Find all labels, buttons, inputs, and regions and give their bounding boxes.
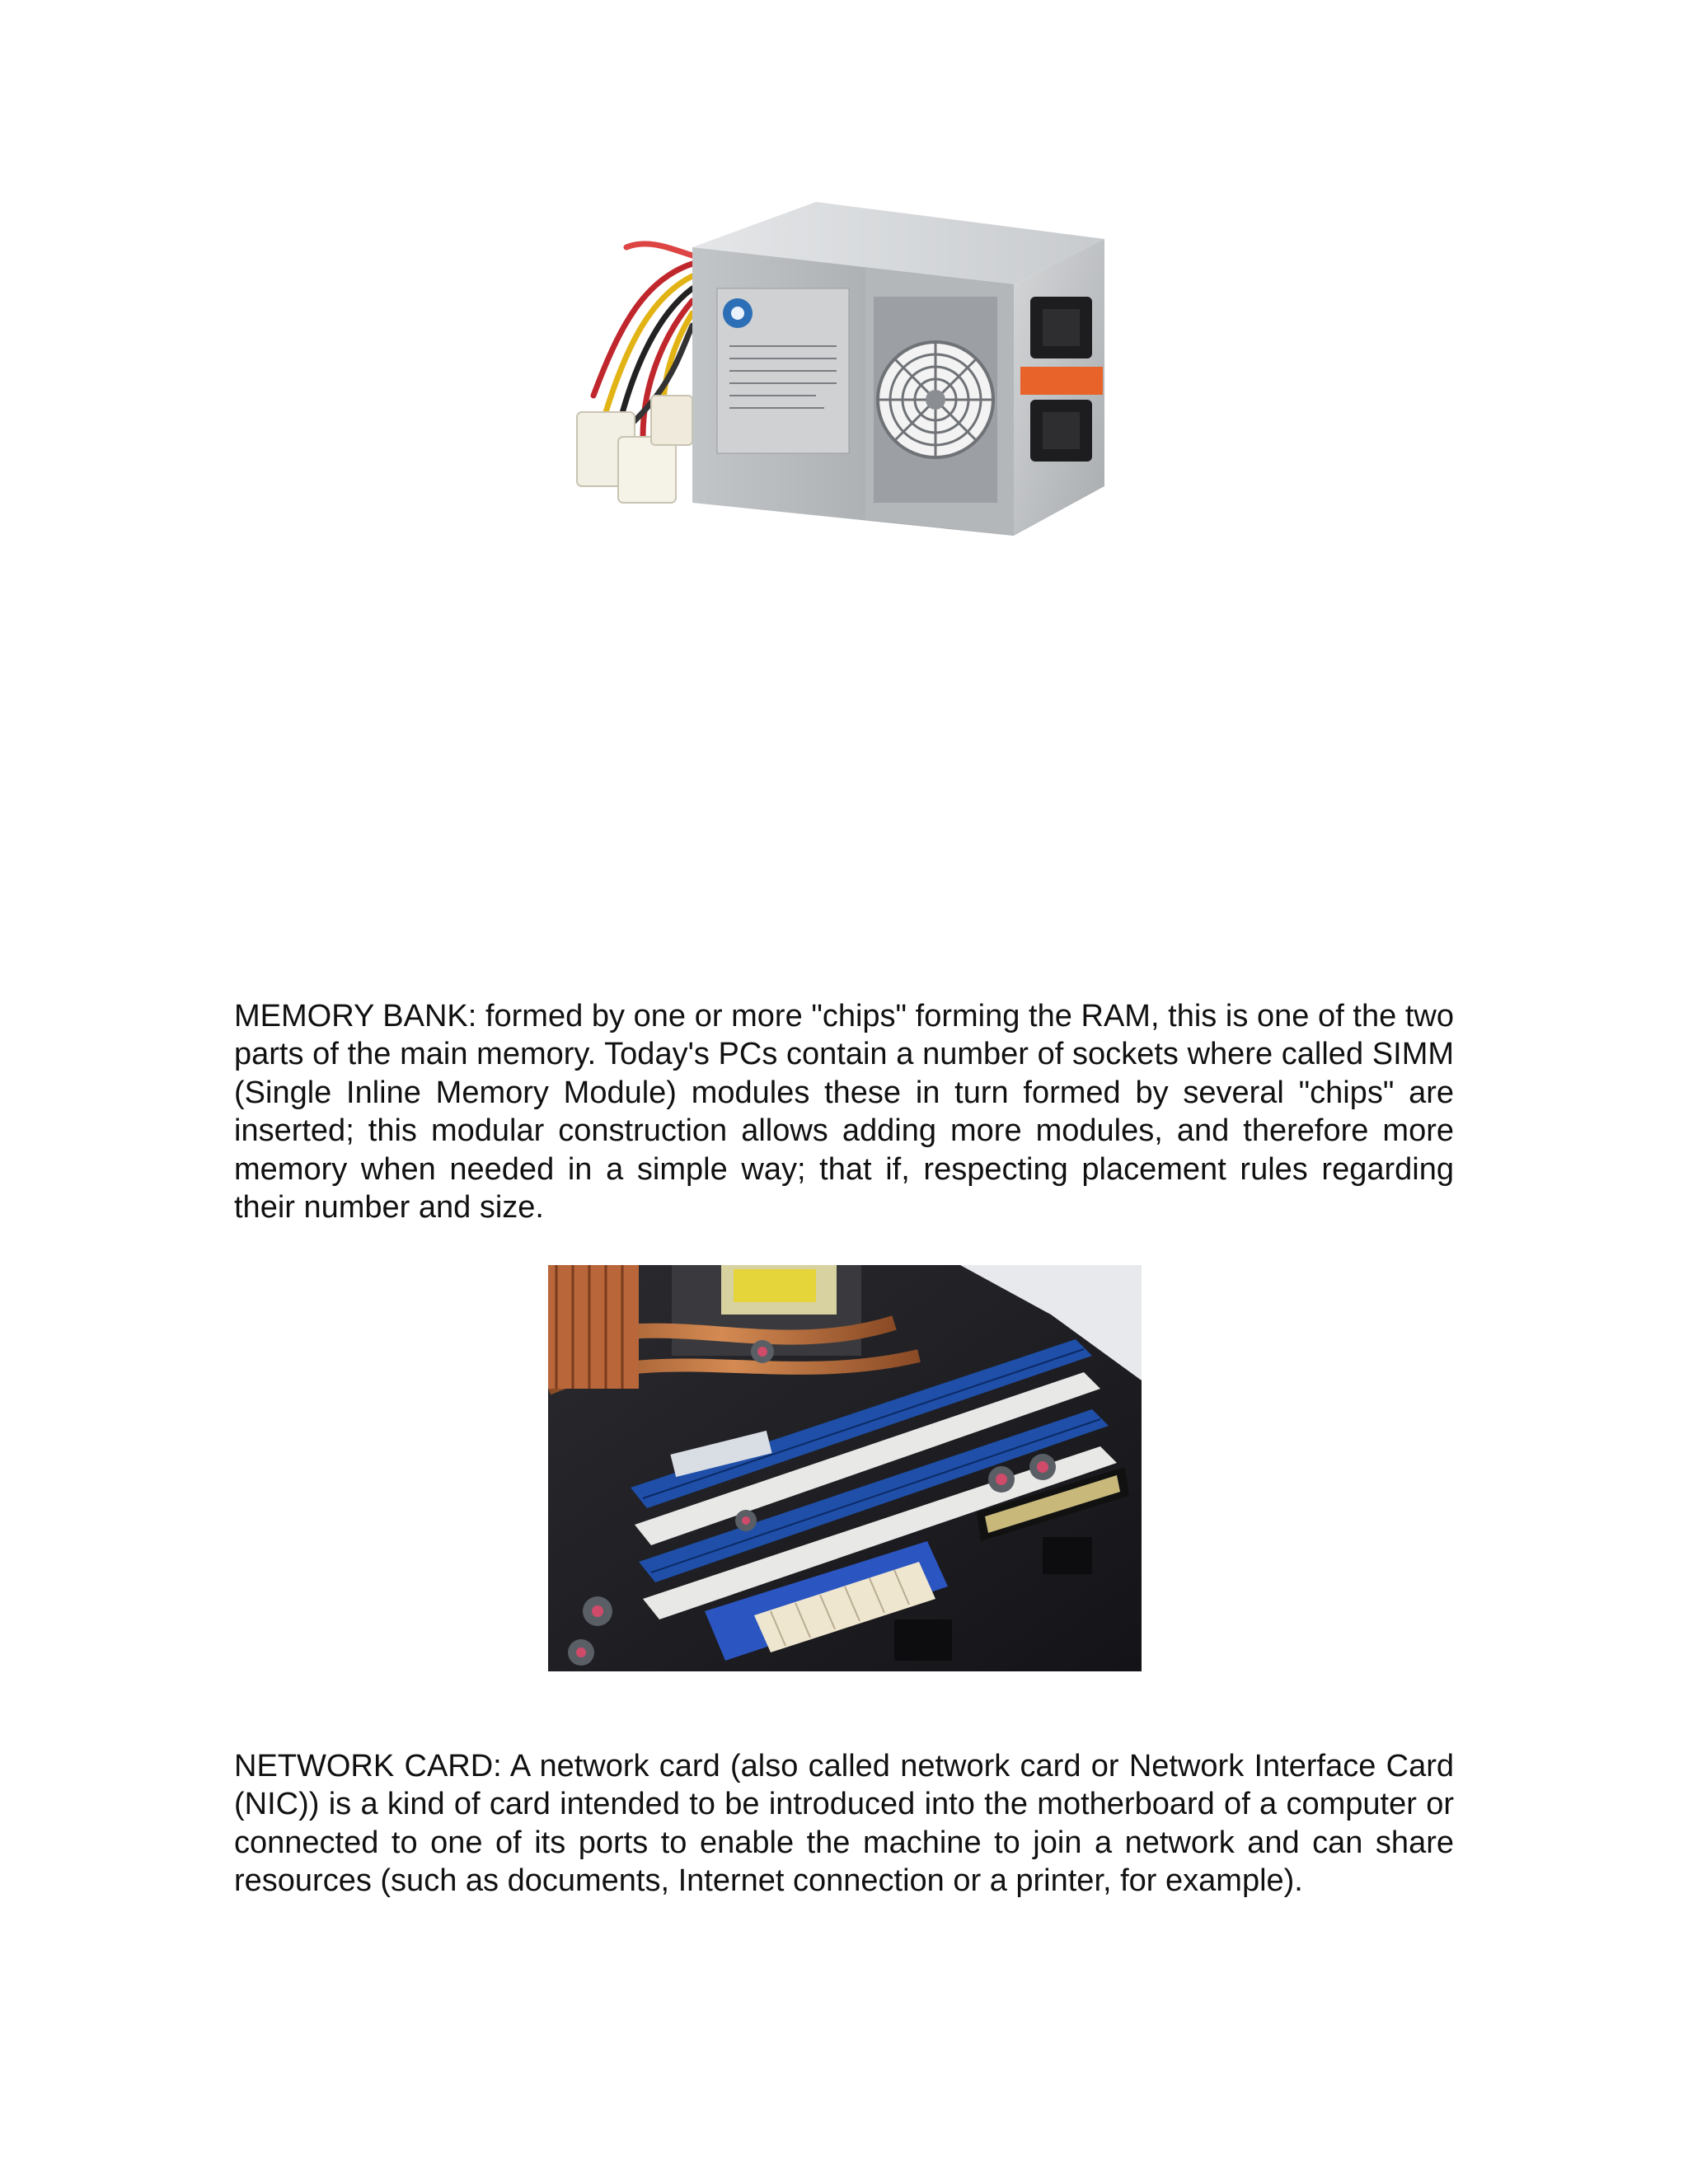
power-supply-photo [569,190,1113,544]
power-supply-illustration [569,190,1113,544]
network-card-paragraph: NETWORK CARD: A network card (also called network card or Network Interface Card (NIC)) is a kind of card intended to be introduced into the motherboard of a computer or connected to one of its ports to enable the machine to join a network and can share resources (such as documents, Internet connection or a printer, for example). [234,1749,1454,1899]
memory-slots-photo [548,1265,1142,1671]
memory-bank-paragraph: MEMORY BANK: formed by one or more "chips" forming the RAM, this is one of the two parts of the main memory. Today's PCs contain a number of sockets where called SIMM (Single Inline Memory Module) modules these in turn formed by several "chips" are inserted; this modular construction allows adding more modules, and therefore more memory when needed in a simple way; that if, respecting placement rules regarding their number and size. [234,999,1454,1226]
memory-slots-illustration [548,1265,1142,1671]
